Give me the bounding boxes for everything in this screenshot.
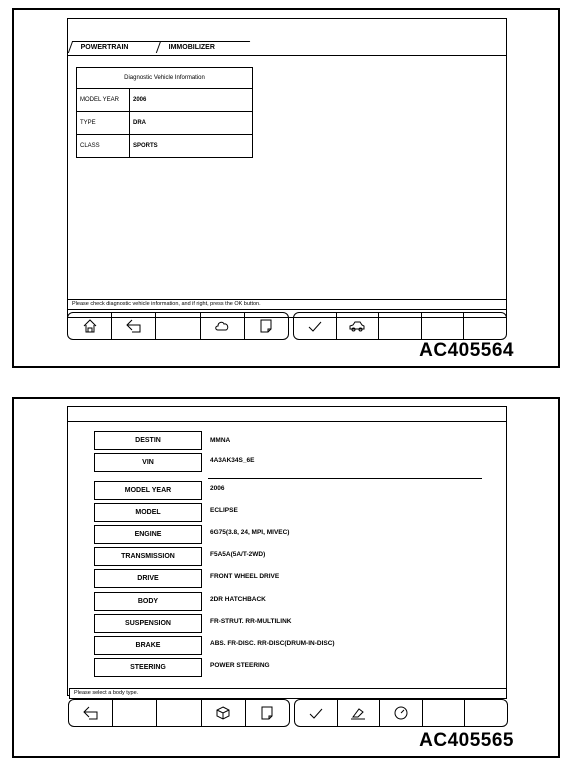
field-value-body: 2DR HATCHBACK (210, 596, 266, 603)
field-value-steering: POWER STEERING (210, 662, 270, 669)
blank-button[interactable] (156, 313, 200, 339)
field-value-drive: FRONT WHEEL DRIVE (210, 573, 280, 580)
section-divider (208, 478, 482, 479)
field-label-drive[interactable]: DRIVE (94, 569, 202, 588)
field-value-brake: ABS. FR-DISC. RR-DISC(DRUM-IN-DISC) (210, 640, 335, 647)
tab-divider (68, 55, 506, 56)
eraser-icon (350, 705, 366, 721)
home-button[interactable] (68, 313, 112, 339)
toolbar (67, 312, 507, 342)
table-row (77, 112, 253, 135)
figure-id: AC405564 (419, 340, 514, 361)
blank-button[interactable] (113, 700, 157, 726)
tab-bar (70, 41, 270, 53)
check-icon (308, 705, 324, 721)
field-label-model-year[interactable]: MODEL YEAR (94, 481, 202, 500)
vehicle-info-table (76, 67, 253, 158)
field-label-destin[interactable]: DESTIN (94, 431, 202, 450)
field-value-model: ECLIPSE (210, 507, 238, 514)
tab-immobilizer-label: IMMOBILIZER (168, 44, 215, 51)
car-icon (349, 318, 365, 334)
field-label-model[interactable]: MODEL (94, 503, 202, 522)
field-label-steering[interactable]: STEERING (94, 658, 202, 677)
row-key: MODEL YEAR (77, 89, 130, 112)
figure-id: AC405565 (419, 730, 514, 751)
toolbar-right-group (294, 699, 508, 727)
field-label-transmission[interactable]: TRANSMISSION (94, 547, 202, 566)
field-label-suspension[interactable]: SUSPENSION (94, 614, 202, 633)
gauge-button[interactable] (380, 700, 423, 726)
page-button[interactable] (246, 700, 289, 726)
field-value-engine: 6G75(3.8, 24, MPI, MIVEC) (210, 529, 290, 536)
table-row (77, 135, 253, 158)
return-icon (83, 705, 99, 721)
field-label-engine[interactable]: ENGINE (94, 525, 202, 544)
status-message: Please check diagnostic vehicle information, and if right, press the OK button. (67, 299, 507, 310)
toolbar-right-group (293, 312, 507, 340)
ok-button[interactable] (294, 313, 337, 339)
blank-button[interactable] (423, 700, 466, 726)
diagnostic-screen (67, 18, 507, 318)
return-button[interactable] (112, 313, 156, 339)
status-message: Please select a body type. (69, 688, 507, 699)
field-label-body[interactable]: BODY (94, 592, 202, 611)
return-button[interactable] (69, 700, 113, 726)
blank-button[interactable] (422, 313, 465, 339)
return-icon (126, 318, 142, 334)
cube-icon (215, 705, 231, 721)
field-value-suspension: FR-STRUT. RR-MULTILINK (210, 618, 292, 625)
gauge-icon (393, 705, 409, 721)
cube-button[interactable] (202, 700, 246, 726)
cloud-button[interactable] (201, 313, 245, 339)
row-key: CLASS (77, 135, 130, 158)
toolbar-left-group (68, 699, 290, 727)
blank-button[interactable] (464, 313, 506, 339)
blank-button[interactable] (465, 700, 507, 726)
tab-powertrain-label: POWERTRAIN (80, 44, 129, 51)
title-divider (68, 421, 506, 422)
field-value-transmission: F5A5A(5A/T-2WD) (210, 551, 266, 558)
page-icon (259, 705, 275, 721)
page-icon (258, 318, 274, 334)
row-value: 2006 (130, 89, 253, 112)
row-value: SPORTS (130, 135, 253, 158)
table-header: Diagnostic Vehicle Information (77, 68, 253, 89)
home-icon (82, 318, 98, 334)
field-value-model-year: 2006 (210, 485, 225, 492)
toolbar-left-group (67, 312, 289, 340)
field-value-destin: MMNA (210, 437, 231, 444)
figure-panel-2 (12, 397, 560, 758)
blank-button[interactable] (157, 700, 201, 726)
field-label-vin[interactable]: VIN (94, 453, 202, 472)
blank-button[interactable] (379, 313, 422, 339)
vehicle-button[interactable] (337, 313, 380, 339)
tab-powertrain[interactable] (68, 41, 160, 53)
ok-button[interactable] (295, 700, 338, 726)
row-value: DRA (130, 112, 253, 135)
cloud-icon (214, 318, 230, 334)
figure-panel-1 (12, 8, 560, 368)
table-row (77, 89, 253, 112)
field-value-vin: 4A3AK34S_6E (210, 457, 255, 464)
row-key: TYPE (77, 112, 130, 135)
field-label-brake[interactable]: BRAKE (94, 636, 202, 655)
tab-immobilizer[interactable] (156, 41, 250, 53)
check-icon (307, 318, 323, 334)
toolbar (68, 699, 508, 729)
page-button[interactable] (245, 313, 288, 339)
eraser-button[interactable] (338, 700, 381, 726)
